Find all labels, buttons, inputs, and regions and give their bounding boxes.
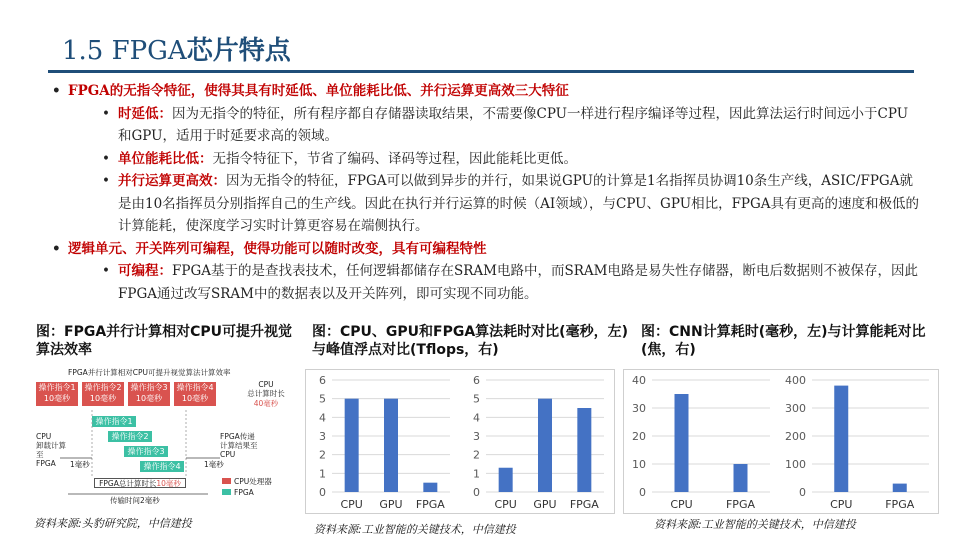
transfer-time: 传输时间2毫秒: [110, 496, 160, 505]
legend-cpu: CPU处理器: [234, 477, 272, 486]
y-tick-label: 10: [632, 458, 646, 471]
bullet-parallel: [50, 170, 920, 238]
cpu-op-time: 10毫秒: [89, 394, 117, 403]
legend-fpga: FPGA: [234, 488, 254, 497]
cpu-op-label: 操作指令1: [38, 383, 76, 392]
latency-chart: [308, 370, 458, 512]
figure-2-caption: 图：CPU、GPU和FPGA算法耗时对比(毫秒，左)与峰值浮点对比(Tflops，右): [312, 324, 628, 358]
cnn-time-chart: [628, 370, 778, 512]
cpu-op-time: 10毫秒: [181, 394, 209, 403]
x-tick-label: CPU: [670, 498, 693, 511]
offload-time: 1毫秒: [70, 460, 90, 469]
y-tick-label: 4: [319, 411, 326, 425]
fpga-parallel-diagram: [36, 368, 302, 508]
title-text: 芯片特点: [186, 36, 291, 66]
y-tick-label: 40: [632, 374, 646, 387]
page-title: [62, 30, 291, 67]
bullet-latency: [50, 103, 920, 148]
bullet-programmable: [50, 260, 920, 305]
x-tick-label: FPGA: [415, 498, 445, 511]
y-tick-label: 2: [473, 448, 480, 462]
x-tick-label: FPGA: [725, 498, 756, 511]
x-tick-label: CPU: [340, 498, 363, 511]
bar-gpu: [538, 399, 552, 492]
y-tick-label: 20: [632, 430, 646, 443]
bullet-keyword: 可编程：: [118, 263, 172, 279]
y-tick-label: 0: [639, 486, 646, 499]
y-tick-label: 6: [473, 374, 480, 387]
cpu-op-time: 10毫秒: [43, 394, 71, 403]
y-tick-label: 2: [319, 448, 326, 462]
x-tick-label: GPU: [533, 498, 557, 511]
fpga-op-2: 操作指令2: [108, 431, 152, 442]
bar-gpu: [384, 399, 398, 492]
bullet-keyword: 时延低：: [118, 105, 172, 122]
figure-1-source: 资料来源:头豹研究院，中信建投: [34, 517, 192, 530]
x-tick-label: CPU: [830, 498, 853, 511]
figure-3-caption: 图：CNN计算耗时(毫秒，左)与计算能耗对比(焦，右): [641, 324, 926, 358]
title-number: 1.5 FPGA: [62, 36, 187, 66]
y-tick-label: 1: [319, 467, 326, 481]
y-tick-label: 200: [785, 430, 806, 443]
figure-3-chart-box: [623, 369, 939, 514]
y-tick-label: 5: [319, 392, 326, 406]
bullet-energy: [50, 148, 920, 171]
bar-fpga: [734, 464, 748, 492]
cpu-op-label: 操作指令3: [130, 383, 168, 392]
bullet-list: [50, 80, 920, 305]
bar-cpu: [834, 386, 848, 492]
fpga-op-1: 操作指令1: [92, 416, 136, 427]
bar-fpga: [577, 408, 591, 492]
bar-cpu: [345, 399, 359, 492]
figure-2-chart-box: [305, 369, 615, 514]
peak-flops-chart: [462, 370, 612, 512]
return-time: 1毫秒: [204, 460, 224, 469]
y-tick-label: 6: [319, 374, 326, 387]
x-tick-label: GPU: [379, 498, 403, 511]
title-divider: [48, 70, 914, 73]
bullet-text: 因为无指令的特征，FPGA可以做到异步的并行，如果说GPU的计算是1名指挥员协调10条生产线，ASIC/FPGA就是由10名指挥员分别指挥自己的生产线。因此在执行并行运算的时候（AI领域），与CPU、GPU相比，FPGA具有更高的速度和极低的计算能耗，使深度学习实时计算更容易在端侧执行。: [118, 173, 920, 234]
bullet-text: 因为无指令的特征，所有程序都自存储器读取结果，不需要像CPU一样进行程序编译等过程，因此算法运行时间远小于CPU和GPU，适用于时延要求高的领域。: [118, 105, 909, 144]
cnn-energy-chart: [782, 370, 937, 512]
y-tick-label: 0: [319, 486, 326, 499]
y-tick-label: 300: [785, 402, 806, 415]
bullet-keyword: 单位能耗比低：: [118, 150, 213, 167]
bullet-main-2: • 逻辑单元、开关阵列可编程，使得功能可以随时改变，具有可编程特性: [50, 238, 920, 261]
bar-fpga: [423, 483, 437, 492]
cpu-total-label: CPU 总计算时长: [247, 380, 285, 398]
y-tick-label: 3: [319, 430, 326, 443]
figure-2-source: 资料来源:工业智能的关键技术，中信建投: [314, 523, 516, 536]
y-tick-label: 5: [473, 392, 480, 406]
figure-3-source: 资料来源:工业智能的关键技术，中信建投: [654, 518, 856, 531]
bar-fpga: [893, 484, 907, 492]
diagram-title: FPGA并行计算相对CPU可提升视觉算法计算效率: [68, 368, 231, 377]
bullet-text: 无指令特征下，节省了编码、译码等过程，因此能耗比更低。: [212, 150, 577, 167]
bar-cpu: [675, 394, 689, 492]
fpga-total-box: [94, 478, 186, 488]
fpga-op-4: 操作指令4: [140, 461, 184, 472]
bar-cpu: [499, 468, 513, 492]
cpu-op-label: 操作指令2: [84, 383, 122, 392]
y-tick-label: 3: [473, 430, 480, 443]
bullet-main-1: • FPGA的无指令特征，使得其具有时延低、单位能耗比低、并行运算更高效三大特征: [50, 80, 920, 103]
y-tick-label: 30: [632, 402, 646, 415]
cpu-total-value: 40毫秒: [253, 399, 279, 408]
x-tick-label: FPGA: [569, 498, 599, 511]
y-tick-label: 400: [785, 374, 806, 387]
y-tick-label: 1: [473, 467, 480, 481]
figure-1-caption: 图：FPGA并行计算相对CPU可提升视觉算法效率: [36, 324, 293, 358]
y-tick-label: 4: [473, 411, 480, 425]
bullet-keyword: 并行运算更高效：: [118, 173, 226, 189]
cpu-op-label: 操作指令4: [176, 383, 214, 392]
fpga-total-value: 10毫秒: [156, 479, 181, 488]
x-tick-label: CPU: [494, 498, 517, 511]
y-tick-label: 0: [799, 486, 806, 499]
y-tick-label: 0: [473, 486, 480, 499]
x-tick-label: FPGA: [885, 498, 915, 511]
bullet-text: FPGA基于的是查找表技术，任何逻辑都储存在SRAM电路中，而SRAM电路是易失性存储器，断电后数据则不被保存，因此FPGA通过改写SRAM中的数据表以及开关阵列，即可实现不同功能。: [118, 263, 918, 302]
fpga-op-3: 操作指令3: [124, 446, 168, 457]
y-tick-label: 100: [785, 458, 806, 471]
cpu-op-time: 10毫秒: [135, 394, 163, 403]
fpga-total-label: FPGA总计算时长: [99, 479, 157, 488]
fpga-return-label: FPGA传递 计算结果至 CPU: [220, 432, 258, 459]
cpu-offload-label: CPU 卸载计算至 FPGA: [36, 432, 66, 468]
